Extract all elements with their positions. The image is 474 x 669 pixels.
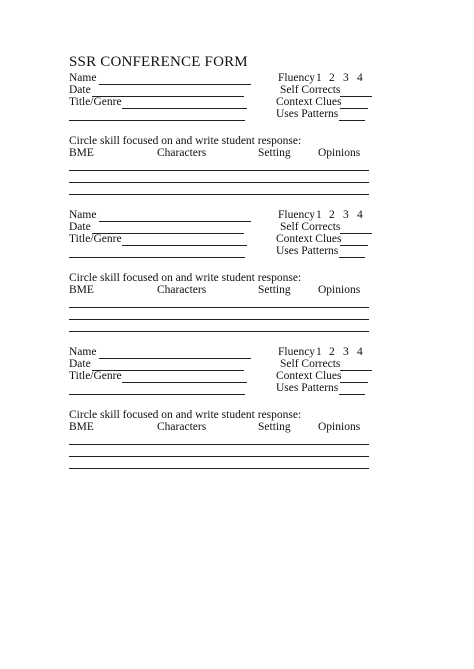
skill-option-setting[interactable]: Setting — [258, 421, 291, 433]
context-clues-label: Context Clues — [276, 96, 342, 108]
conference-section-1 — [0, 72, 474, 202]
fluency-score-1[interactable]: 1 — [316, 209, 322, 221]
fluency-score-1[interactable]: 1 — [316, 346, 322, 358]
uses-patterns-field[interactable] — [339, 394, 365, 395]
skill-option-setting[interactable]: Setting — [258, 147, 291, 159]
title-genre-field-line-2[interactable] — [69, 394, 245, 395]
conference-section-3 — [0, 346, 474, 476]
skill-option-opinions[interactable]: Opinions — [318, 284, 361, 296]
response-line-2[interactable] — [69, 456, 369, 457]
response-line-3[interactable] — [69, 194, 369, 195]
response-line-2[interactable] — [69, 182, 369, 183]
skill-option-characters[interactable]: Characters — [157, 284, 207, 296]
title-genre-field[interactable] — [122, 382, 247, 383]
fluency-score-2[interactable]: 2 — [329, 346, 335, 358]
title-genre-label: Title/Genre — [69, 233, 122, 245]
date-label: Date — [69, 358, 91, 370]
response-line-1[interactable] — [69, 307, 369, 308]
uses-patterns-label: Uses Patterns — [276, 245, 339, 257]
fluency-label: Fluency — [278, 72, 316, 84]
skill-option-characters[interactable]: Characters — [157, 421, 207, 433]
response-line-3[interactable] — [69, 468, 369, 469]
context-clues-field[interactable] — [340, 245, 368, 246]
fluency-score-4[interactable]: 4 — [357, 209, 363, 221]
uses-patterns-label: Uses Patterns — [276, 108, 339, 120]
self-corrects-label: Self Corrects — [280, 221, 341, 233]
fluency-score-1[interactable]: 1 — [316, 72, 322, 84]
self-corrects-field[interactable] — [340, 96, 372, 97]
date-label: Date — [69, 84, 91, 96]
fluency-score-2[interactable]: 2 — [329, 72, 335, 84]
uses-patterns-label: Uses Patterns — [276, 382, 339, 394]
self-corrects-label: Self Corrects — [280, 358, 341, 370]
context-clues-field[interactable] — [340, 382, 368, 383]
self-corrects-field[interactable] — [340, 370, 372, 371]
title-genre-field-line-2[interactable] — [69, 257, 245, 258]
conference-section-2 — [0, 209, 474, 339]
fluency-score-4[interactable]: 4 — [357, 72, 363, 84]
context-clues-label: Context Clues — [276, 233, 342, 245]
name-field[interactable] — [99, 358, 251, 359]
skill-option-opinions[interactable]: Opinions — [318, 147, 361, 159]
form-title: SSR CONFERENCE FORM — [69, 54, 248, 70]
name-label: Name — [69, 346, 97, 358]
fluency-score-3[interactable]: 3 — [343, 346, 349, 358]
title-genre-field[interactable] — [122, 245, 247, 246]
context-clues-label: Context Clues — [276, 370, 342, 382]
response-line-2[interactable] — [69, 319, 369, 320]
title-genre-field[interactable] — [122, 108, 247, 109]
skill-option-bme[interactable]: BME — [69, 421, 94, 433]
self-corrects-label: Self Corrects — [280, 84, 341, 96]
skill-instruction: Circle skill focused on and write student response: — [69, 409, 302, 421]
response-line-1[interactable] — [69, 170, 369, 171]
skill-option-characters[interactable]: Characters — [157, 147, 207, 159]
skill-option-bme[interactable]: BME — [69, 147, 94, 159]
skill-option-bme[interactable]: BME — [69, 284, 94, 296]
skill-instruction: Circle skill focused on and write student response: — [69, 272, 302, 284]
uses-patterns-field[interactable] — [339, 120, 365, 121]
self-corrects-field[interactable] — [340, 233, 372, 234]
response-line-1[interactable] — [69, 444, 369, 445]
response-line-3[interactable] — [69, 331, 369, 332]
title-genre-label: Title/Genre — [69, 96, 122, 108]
title-genre-label: Title/Genre — [69, 370, 122, 382]
fluency-score-3[interactable]: 3 — [343, 209, 349, 221]
name-field[interactable] — [99, 84, 251, 85]
name-field[interactable] — [99, 221, 251, 222]
fluency-score-3[interactable]: 3 — [343, 72, 349, 84]
skill-option-setting[interactable]: Setting — [258, 284, 291, 296]
fluency-label: Fluency — [278, 346, 316, 358]
name-label: Name — [69, 209, 97, 221]
title-genre-field-line-2[interactable] — [69, 120, 245, 121]
context-clues-field[interactable] — [340, 108, 368, 109]
skill-option-opinions[interactable]: Opinions — [318, 421, 361, 433]
date-label: Date — [69, 221, 91, 233]
skill-instruction: Circle skill focused on and write student response: — [69, 135, 302, 147]
uses-patterns-field[interactable] — [339, 257, 365, 258]
fluency-score-2[interactable]: 2 — [329, 209, 335, 221]
fluency-score-4[interactable]: 4 — [357, 346, 363, 358]
fluency-label: Fluency — [278, 209, 316, 221]
name-label: Name — [69, 72, 97, 84]
